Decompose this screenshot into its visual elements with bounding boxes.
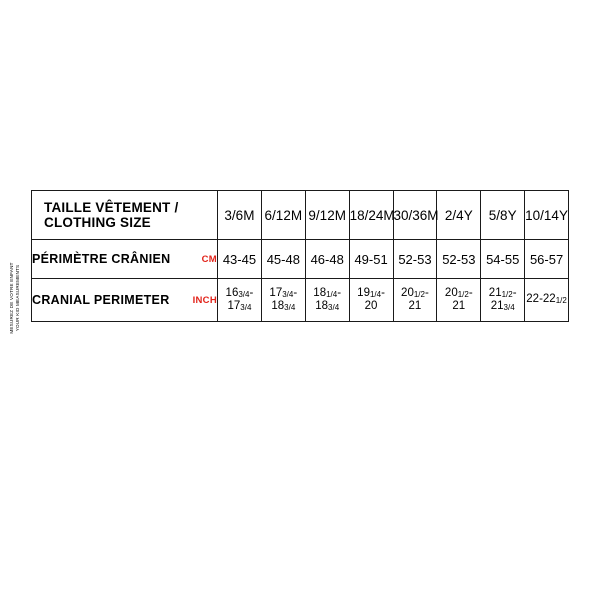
value-cell: 191/4- 20 — [349, 279, 393, 322]
value-cell: 22-221/2 — [525, 279, 569, 322]
side-vertical-label-text — [9, 262, 21, 333]
size-column-header: 6/12M — [261, 191, 305, 240]
side-label-line-1: MESUREZ DE VOTRE ENFANT — [9, 262, 14, 334]
value-cell: 163/4- 173/4 — [218, 279, 262, 322]
size-column-header: 30/36M — [393, 191, 437, 240]
table-row — [32, 279, 569, 322]
row-unit: CM — [201, 253, 217, 265]
table-header-row — [32, 191, 569, 240]
header-title-line-2: CLOTHING SIZE — [44, 215, 151, 230]
value-cell: 56-57 — [525, 240, 569, 279]
size-column-header: 18/24M — [349, 191, 393, 240]
side-vertical-label — [8, 238, 22, 358]
value-cell: 52-53 — [393, 240, 437, 279]
header-title-line-1: TAILLE VÊTEMENT / — [44, 200, 179, 215]
size-column-header: 3/6M — [218, 191, 262, 240]
side-label-line-2: YOUR KID MEASUREMENTS — [15, 264, 20, 332]
header-title — [32, 200, 217, 230]
value-cell: 201/2- 21 — [437, 279, 481, 322]
value-cell: 181/4- 183/4 — [305, 279, 349, 322]
value-cell: 54-55 — [481, 240, 525, 279]
size-column-header: 2/4Y — [437, 191, 481, 240]
size-chart-table — [31, 190, 569, 322]
value-cell: 46-48 — [305, 240, 349, 279]
row-label: CRANIAL PERIMETER — [32, 293, 170, 307]
size-column-header: 9/12M — [305, 191, 349, 240]
header-title-cell — [32, 191, 218, 240]
value-cell: 52-53 — [437, 240, 481, 279]
size-column-header: 5/8Y — [481, 191, 525, 240]
row-unit: INCH — [192, 294, 217, 306]
value-cell: 211/2- 213/4 — [481, 279, 525, 322]
row-label-cell-cm — [32, 240, 218, 279]
value-cell: 43-45 — [218, 240, 262, 279]
value-cell: 49-51 — [349, 240, 393, 279]
value-cell: 45-48 — [261, 240, 305, 279]
size-column-header: 10/14Y — [525, 191, 569, 240]
value-cell: 173/4- 183/4 — [261, 279, 305, 322]
value-cell: 201/2- 21 — [393, 279, 437, 322]
row-label: PÉRIMÈTRE CRÂNIEN — [32, 252, 171, 266]
row-label-cell-inch — [32, 279, 218, 322]
table-row — [32, 240, 569, 279]
